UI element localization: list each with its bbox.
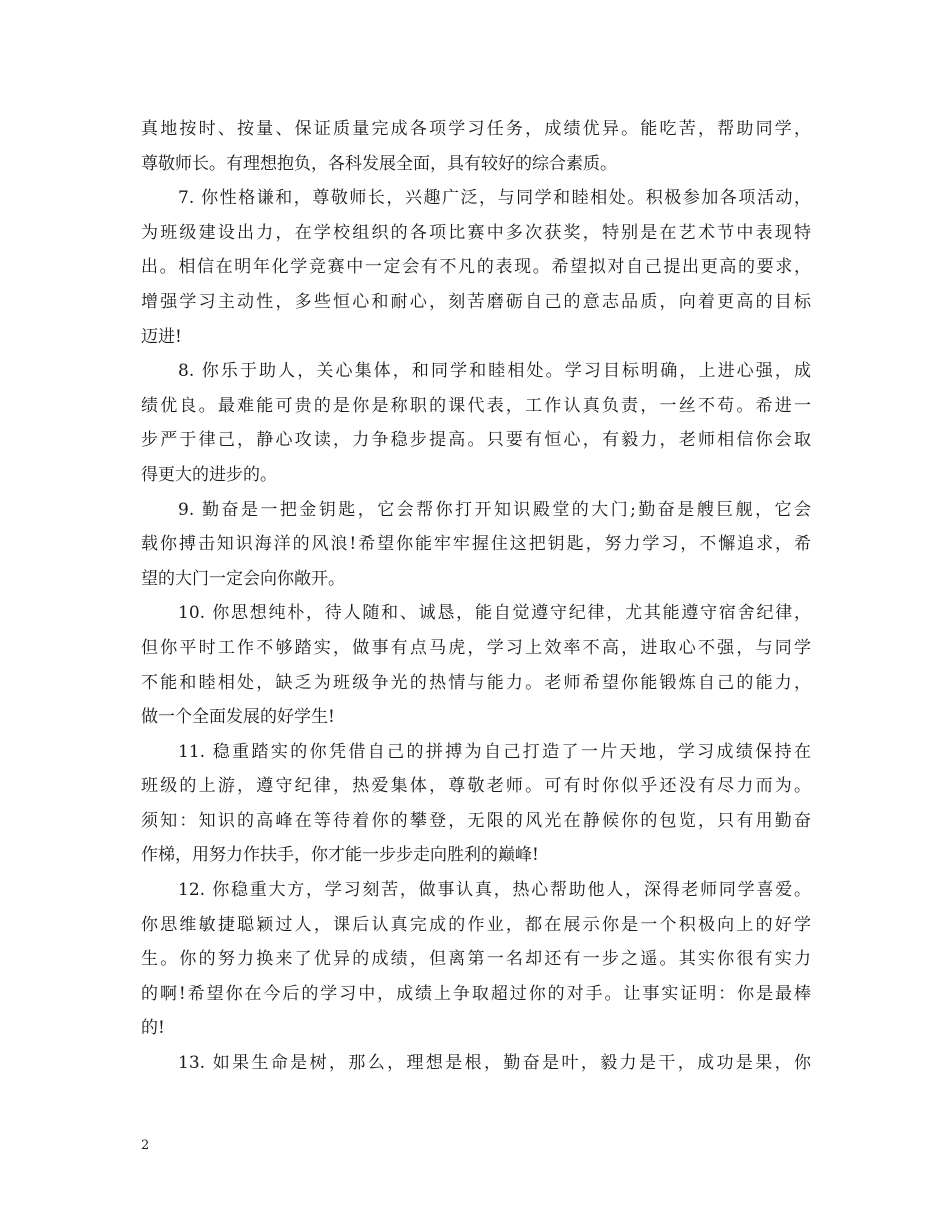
text-line: 10. 你思想纯朴，待人随和、诚恳，能自觉遵守纪律，尤其能遵守宿舍纪律， [178, 603, 811, 624]
text-line: 得更大的进步的。 [141, 464, 277, 485]
text-line: 生。你的努力换来了优异的成绩，但离第一名却还有一步之遥。其实你很有实力 [141, 949, 811, 970]
text-line: 但你平时工作不够踏实，做事有点马虎，学习上效率不高，进取心不强，与同学 [141, 637, 811, 658]
text-line: 出。相信在明年化学竞赛中一定会有不凡的表现。希望拟对自己提出更高的要求， [141, 257, 811, 278]
text-line: 载你搏击知识海洋的风浪!希望你能牢牢握住这把钥匙，努力学习，不懈追求，希 [141, 534, 811, 555]
text-line: 13. 如果生命是树，那么，理想是根，勤奋是叶，毅力是干，成功是果，你 [178, 1053, 811, 1074]
text-line: 的! [141, 1018, 165, 1039]
text-line: 班级的上游，遵守纪律，热爱集体，尊敬老师。可有时你似乎还没有尽力而为。 [141, 776, 811, 797]
text-line: 真地按时、按量、保证质量完成各项学习任务，成绩优异。能吃苦，帮助同学， [141, 119, 811, 139]
text-line: 尊敬师长。有理想抱负，各科发展全面，具有较好的综合素质。 [141, 153, 617, 174]
text-line: 不能和睦相处，缺乏为班级争光的热情与能力。老师希望你能锻炼自己的能力， [141, 672, 811, 693]
text-line: 12. 你稳重大方，学习刻苦，做事认真，热心帮助他人，深得老师同学喜爱。 [178, 880, 811, 901]
text-line: 你思维敏捷聪颖过人，课后认真完成的作业，都在展示你是一个积极向上的好学 [141, 914, 811, 935]
text-line: 为班级建设出力，在学校组织的各项比赛中多次获奖，特别是在艺术节中表现特 [141, 222, 811, 243]
text-line: 望的大门一定会向你敞开。 [141, 568, 345, 589]
text-line: 的啊!希望你在今后的学习中，成绩上争取超过你的对手。让事实证明：你是最棒 [141, 983, 811, 1004]
text-line: 8. 你乐于助人，关心集体，和同学和睦相处。学习目标明确，上进心强，成 [178, 361, 811, 382]
text-line: 增强学习主动性，多些恒心和耐心，刻苦磨砺自己的意志品质，向着更高的目标 [141, 291, 811, 312]
text-line: 做一个全面发展的好学生! [141, 707, 335, 728]
text-line: 须知：知识的高峰在等待着你的攀登，无限的风光在静候你的包览，只有用勤奋 [141, 810, 811, 831]
text-line: 作梯，用努力作扶手，你才能一步步走向胜利的巅峰! [141, 845, 539, 866]
text-line: 11. 稳重踏实的你凭借自己的拼搏为自己打造了一片天地，学习成绩保持在 [178, 741, 811, 762]
text-line: 绩优良。最难能可贵的是你是称职的课代表，工作认真负责，一丝不苟。希进一 [141, 395, 811, 416]
text-line: 步严于律己，静心攻读，力争稳步提高。只要有恒心，有毅力，老师相信你会取 [141, 430, 811, 451]
text-line: 迈进! [141, 326, 182, 347]
text-line: 7. 你性格谦和，尊敬师长，兴趣广泛，与同学和睦相处。积极参加各项活动， [178, 188, 811, 209]
document-body [141, 112, 811, 1081]
page-number: 2 [141, 1138, 150, 1153]
text-line: 9. 勤奋是一把金钥匙，它会帮你打开知识殿堂的大门;勤奋是艘巨舰，它会 [178, 499, 811, 520]
